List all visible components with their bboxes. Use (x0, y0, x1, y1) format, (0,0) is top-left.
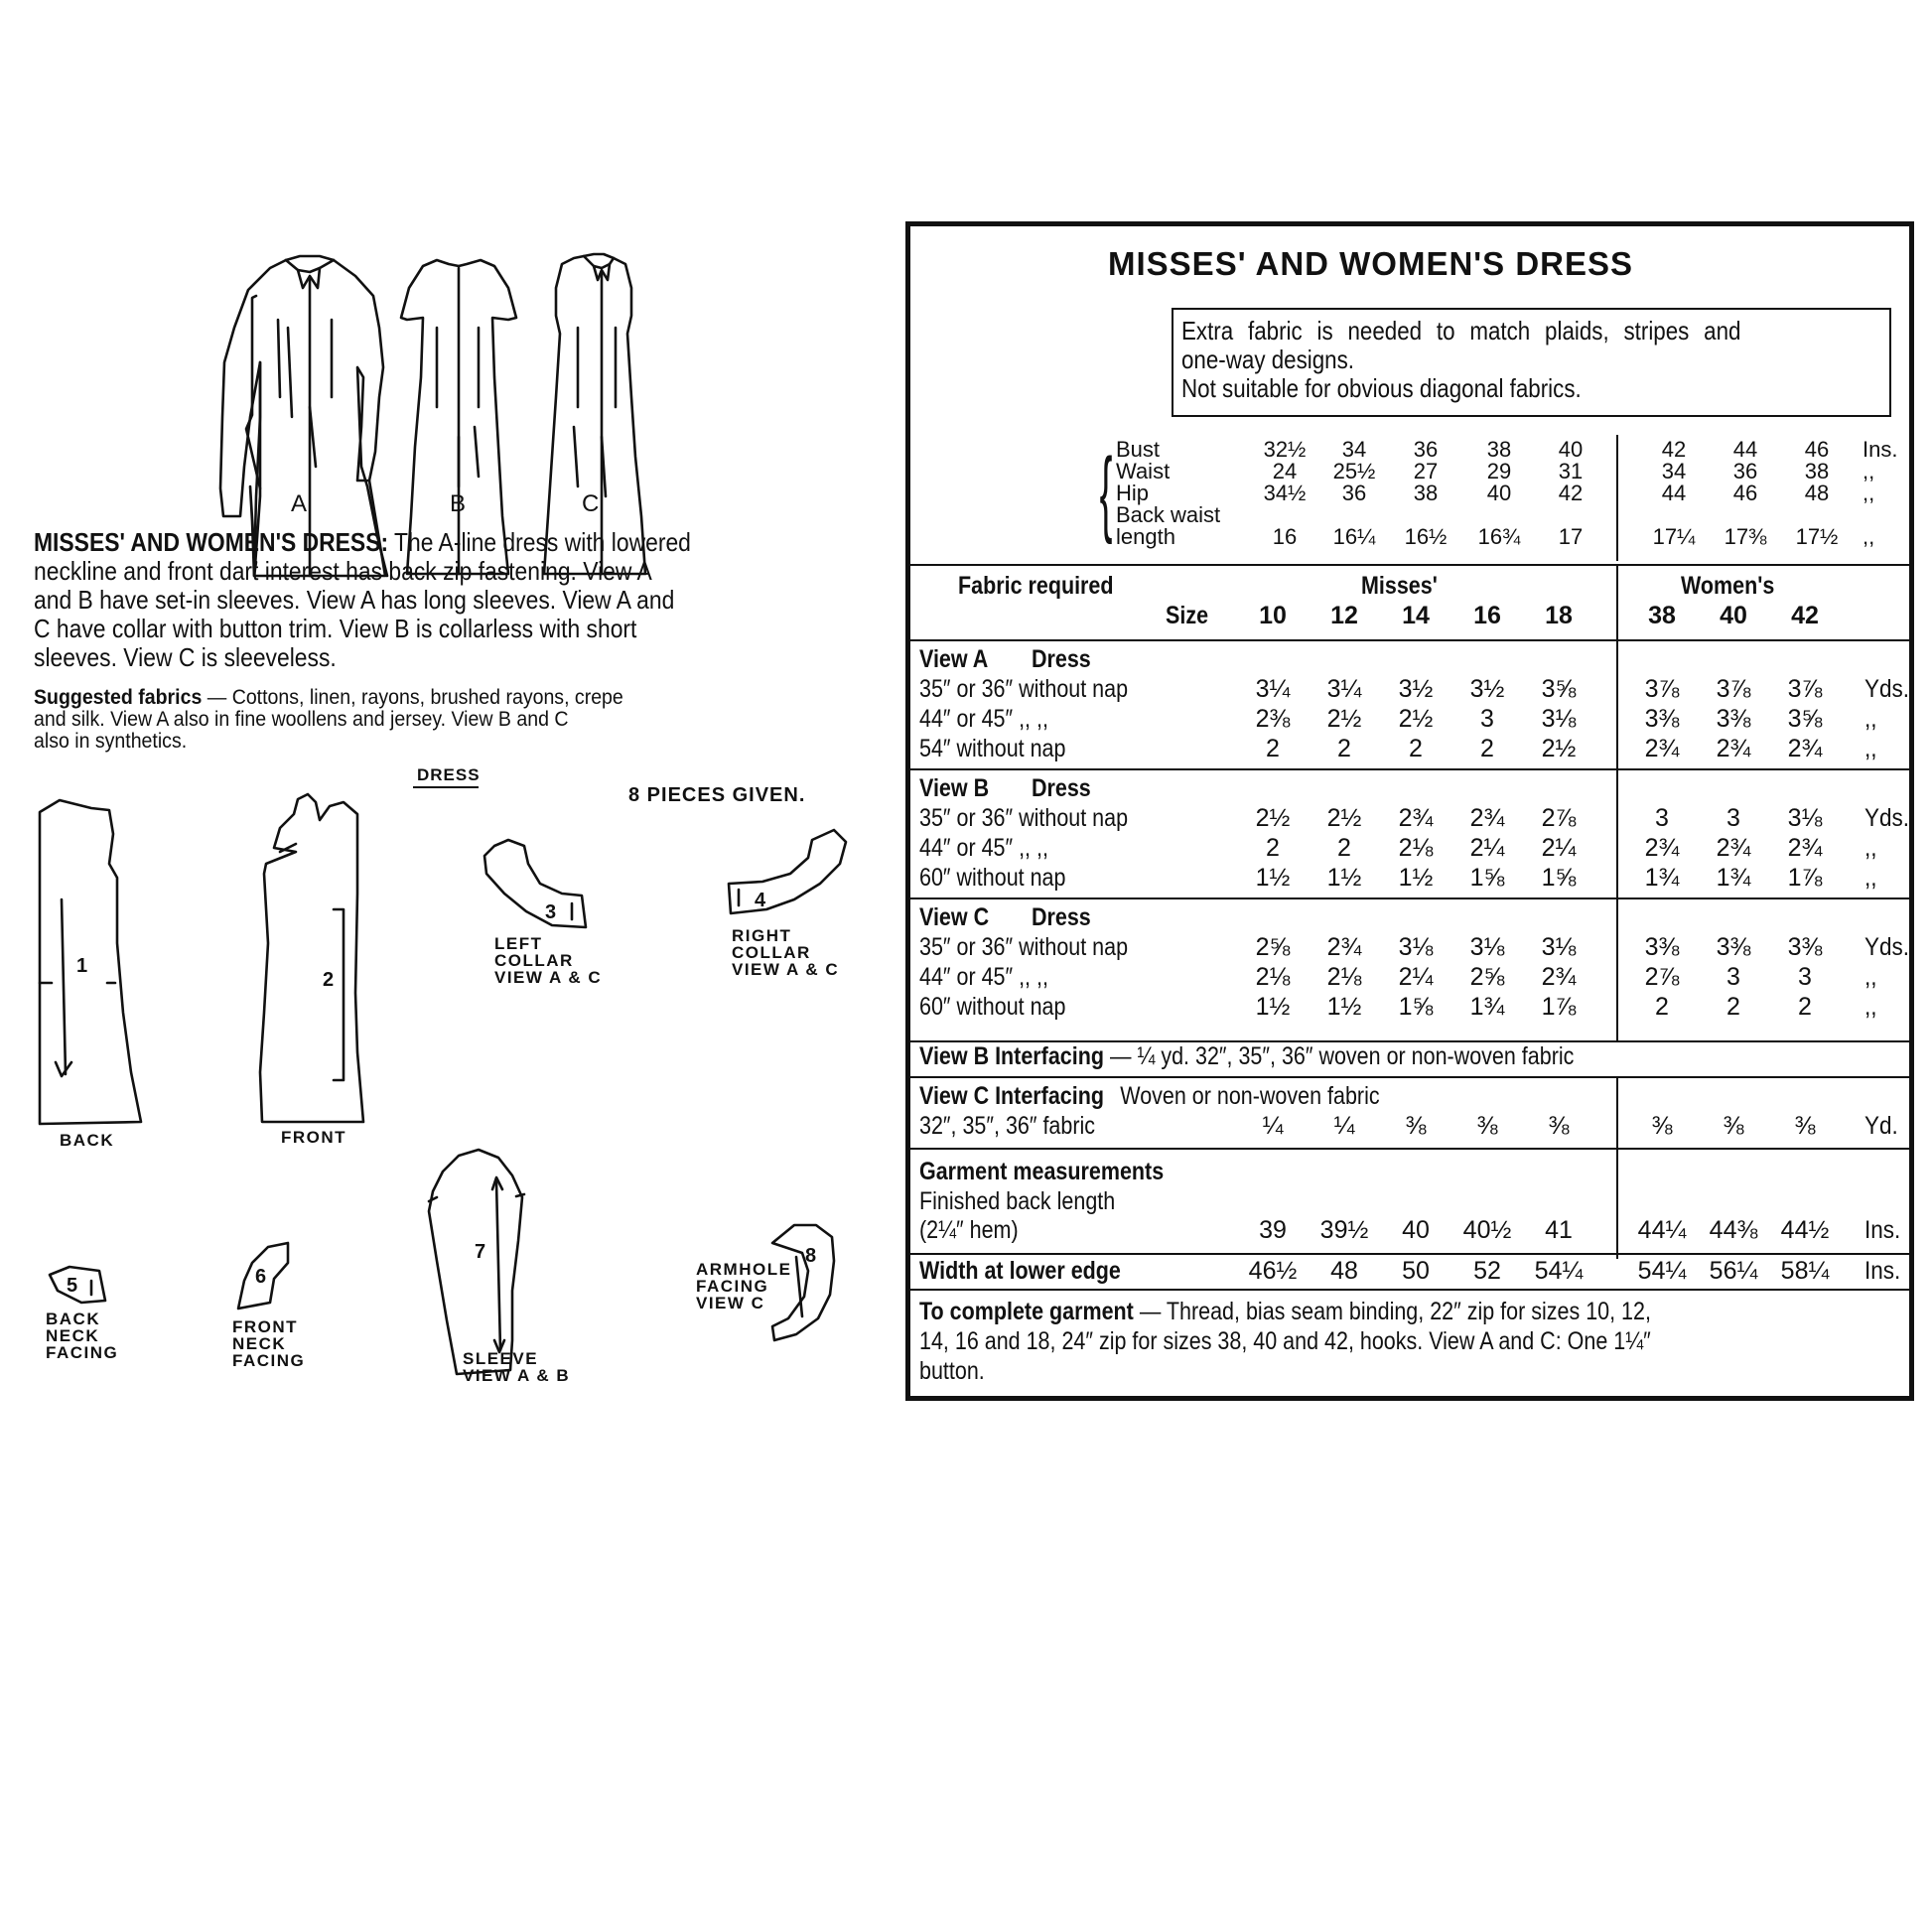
rule-2 (910, 639, 1909, 641)
misses-size: 16 (1473, 602, 1501, 629)
piece-number-1: 1 (76, 955, 88, 977)
women-value: 58¼ (1780, 1257, 1830, 1285)
women-yardage: 2 (1798, 993, 1812, 1021)
unit: Yds. (1864, 933, 1910, 961)
women-yardage: 2¾ (1787, 735, 1823, 762)
misses-yardage: 3¼ (1326, 675, 1362, 703)
misses-yardage: 2 (1409, 735, 1423, 762)
fabrics-line-1: — Cottons, linen, rayons, brushed rayons, crepe (207, 686, 623, 709)
women-yardage: 3⅛ (1787, 804, 1823, 832)
misses-yardage: 1⅞ (1541, 993, 1577, 1021)
unit: ,, (1864, 993, 1877, 1021)
misses-value: 40 (1402, 1216, 1430, 1244)
misses-yardage: 1½ (1326, 993, 1362, 1021)
rule-1 (910, 564, 1909, 566)
misses-value: ⅜ (1476, 1112, 1498, 1140)
unit: ,, (1864, 834, 1877, 862)
meas-women-value: 48 (1804, 481, 1830, 505)
women-yardage: 3⅜ (1716, 705, 1751, 733)
misses-yardage: 2⅛ (1255, 963, 1291, 991)
meas-label-length: length (1116, 524, 1175, 549)
garment-line-1: Finished back length (919, 1187, 1116, 1215)
women-yardage: 1¾ (1716, 864, 1751, 892)
meas-women-value: 44 (1661, 481, 1687, 505)
to-complete (919, 1297, 1651, 1386)
view-b-interfacing-text: — ¼ yd. 32″, 35″, 36″ woven or non-woven fabric (1109, 1042, 1575, 1070)
women-yardage: 2⅞ (1644, 963, 1680, 991)
women-yardage: 3 (1655, 804, 1669, 832)
meas-misses-value: 24 (1272, 459, 1298, 483)
misses-yardage: 2¾ (1398, 804, 1434, 832)
women-yardage: 3⅝ (1787, 705, 1823, 733)
complete-line-1: — Thread, bias seam binding, 22″ zip for sizes 10, 12, (1139, 1298, 1651, 1325)
misses-yardage: 1½ (1326, 864, 1362, 892)
misses-size: 12 (1330, 602, 1358, 629)
meas-women-value: 17½ (1795, 524, 1839, 549)
description-line-3: and B have set-in sleeves. View A has long sleeves. View A and (34, 585, 675, 615)
misses-yardage: 2 (1266, 735, 1280, 762)
women-value: 44⅜ (1709, 1216, 1758, 1244)
misses-value: 39½ (1319, 1216, 1369, 1244)
meas-label-hip: Hip (1116, 481, 1150, 505)
description-line-4: C have collar with button trim. View B is collarless with short (34, 614, 637, 643)
meas-misses-value: 16 (1272, 524, 1298, 549)
misses-yardage: 2¾ (1326, 933, 1362, 961)
unit: Ins. (1864, 1216, 1901, 1244)
misses-yardage: 2 (1480, 735, 1494, 762)
piece-label-sleeve: SLEEVE VIEW A & B (463, 1349, 571, 1385)
meas-women-value: 17¼ (1652, 524, 1696, 549)
pieces-given: 8 PIECES GIVEN. (628, 784, 806, 806)
description-line-2: neckline and front dart interest has back zip fastening. View A (34, 556, 652, 586)
meas-label-waist: Waist (1116, 459, 1171, 483)
misses-value: 46½ (1248, 1257, 1298, 1285)
row-label: 44″ or 45″ ,, ,, (919, 705, 1048, 733)
piece-label-back: BACK (60, 1131, 115, 1150)
misses-yardage: 1⅝ (1398, 993, 1434, 1021)
fabrics-line-3: also in synthetics. (34, 730, 188, 753)
note-line-2: one-way designs. (1181, 345, 1355, 374)
misses-value: ¼ (1333, 1112, 1355, 1140)
view-c-interfacing-label: 32″, 35″, 36″ fabric (919, 1112, 1096, 1140)
unit: Ins. (1864, 1257, 1901, 1285)
section-title: View C (919, 903, 990, 931)
view-b-interfacing (919, 1042, 1574, 1070)
misses-yardage: 2⅛ (1326, 963, 1362, 991)
meas-women-value: 44 (1732, 437, 1758, 462)
misses-yardage: 2 (1337, 834, 1351, 862)
misses-yardage: 3⅛ (1541, 933, 1577, 961)
meas-misses-value: 17 (1558, 524, 1584, 549)
misses-yardage: 2¼ (1398, 963, 1434, 991)
misses-yardage: 2⅝ (1255, 933, 1291, 961)
piece-label-armhole-facing: ARMHOLE FACING VIEW C (696, 1260, 792, 1312)
women-yardage: 2 (1726, 993, 1740, 1021)
section-title: View B (919, 774, 990, 802)
piece-label-left-collar: LEFT COLLAR VIEW A & C (494, 934, 603, 987)
pieces-heading: DRESS (417, 765, 481, 784)
section-subtitle: Dress (1032, 903, 1091, 931)
misses-yardage: 3½ (1398, 675, 1434, 703)
women-yardage: 2¾ (1716, 735, 1751, 762)
row-label: 44″ or 45″ ,, ,, (919, 834, 1048, 862)
women-value: ⅜ (1723, 1112, 1744, 1140)
women-yardage: 3⅜ (1644, 705, 1680, 733)
row-label: 35″ or 36″ without nap (919, 933, 1129, 961)
meas-misses-value: 29 (1486, 459, 1512, 483)
meas-misses-value: 16¾ (1477, 524, 1521, 549)
misses-value: 54¼ (1534, 1257, 1584, 1285)
complete-line-2: 14, 16 and 18, 24″ zip for sizes 38, 40 and 42, hooks. View A and C: One 1¼″ (919, 1327, 1651, 1355)
misses-yardage: 2½ (1326, 804, 1362, 832)
misses-yardage: 1⅝ (1469, 864, 1505, 892)
meas-unit: ,, (1863, 459, 1875, 483)
piece-number-6: 6 (255, 1266, 267, 1288)
misses-size: 18 (1545, 602, 1573, 629)
unit: Yds. (1864, 675, 1910, 703)
rule-interfacing-c-top (910, 1076, 1909, 1078)
section-title: View A (919, 645, 989, 673)
piece-label-front-neck-facing: FRONT NECK FACING (232, 1317, 306, 1370)
rule-width-top (910, 1253, 1909, 1255)
section-rule (910, 897, 1909, 899)
misses-yardage: 3½ (1469, 675, 1505, 703)
meas-unit: Ins. (1863, 437, 1898, 462)
women-value: ⅜ (1794, 1112, 1816, 1140)
meas-misses-value: 16½ (1404, 524, 1448, 549)
women-yardage: 3⅜ (1716, 933, 1751, 961)
chart-title: MISSES' AND WOMEN'S DRESS (1108, 245, 1634, 282)
piece-number-3: 3 (545, 901, 557, 923)
section-subtitle: Dress (1032, 645, 1091, 673)
misses-yardage: 1⅝ (1541, 864, 1577, 892)
women-yardage: 2¾ (1787, 834, 1823, 862)
meas-misses-value: 34 (1341, 437, 1367, 462)
description-title: MISSES' AND WOMEN'S DRESS: (34, 527, 389, 557)
section-subtitle: Dress (1032, 774, 1091, 802)
women-yardage: 1⅞ (1787, 864, 1823, 892)
misses-value: 48 (1330, 1257, 1358, 1285)
row-label: 60″ without nap (919, 864, 1066, 892)
unit: ,, (1864, 864, 1877, 892)
women-yardage: 3⅞ (1644, 675, 1680, 703)
misses-yardage: 3 (1480, 705, 1494, 733)
brace: { (1099, 439, 1113, 545)
misses-yardage: 2½ (1398, 705, 1434, 733)
meas-misses-value: 42 (1558, 481, 1584, 505)
misses-yardage: 2⅝ (1469, 963, 1505, 991)
women-yardage: 3⅞ (1787, 675, 1823, 703)
misses-yardage: 3¼ (1255, 675, 1291, 703)
rule-complete-top (910, 1289, 1909, 1291)
unit: Yds. (1864, 804, 1910, 832)
misses-yardage: 1¾ (1469, 993, 1505, 1021)
complete-title: To complete garment (919, 1298, 1134, 1325)
meas-women-value: 34 (1661, 459, 1687, 483)
meas-misses-value: 32½ (1263, 437, 1307, 462)
women-divider-2 (1616, 1076, 1618, 1259)
meas-label-bust: Bust (1116, 437, 1161, 462)
row-label: 60″ without nap (919, 993, 1066, 1021)
meas-misses-value: 40 (1558, 437, 1584, 462)
misses-yardage: 3⅛ (1469, 933, 1505, 961)
fabric-required-label: Fabric required (958, 572, 1114, 600)
misses-value: 41 (1545, 1216, 1573, 1244)
meas-misses-value: 25½ (1332, 459, 1376, 483)
misses-yardage: 2¾ (1469, 804, 1505, 832)
misses-label: Misses' (1361, 572, 1438, 600)
view-c-interfacing-text: Woven or non-woven fabric (1120, 1082, 1380, 1110)
women-yardage: 3 (1726, 804, 1740, 832)
misses-yardage: 2¾ (1541, 963, 1577, 991)
section-rule (910, 768, 1909, 770)
misses-yardage: 2½ (1326, 705, 1362, 733)
meas-women-value: 42 (1661, 437, 1687, 462)
women-yardage: 3⅞ (1716, 675, 1751, 703)
unit: Yd. (1864, 1112, 1898, 1140)
view-label-b: B (450, 490, 467, 517)
view-c-interfacing-title: View C Interfacing (919, 1082, 1104, 1110)
meas-misses-value: 27 (1413, 459, 1439, 483)
women-size: 38 (1648, 602, 1676, 629)
women-size: 42 (1791, 602, 1819, 629)
row-label: 44″ or 45″ ,, ,, (919, 963, 1048, 991)
women-yardage: 2¾ (1644, 834, 1680, 862)
garment-line-2: (2¼″ hem) (919, 1216, 1019, 1244)
piece-number-2: 2 (323, 969, 335, 991)
meas-misses-value: 34½ (1263, 481, 1307, 505)
misses-value: 50 (1402, 1257, 1430, 1285)
view-label-c: C (582, 490, 600, 517)
view-c-interfacing (919, 1082, 1380, 1110)
note-line-1: Extra fabric is needed to match plaids, stripes and (1181, 316, 1741, 345)
misses-value: ⅜ (1548, 1112, 1570, 1140)
description-line-1: The A-line dress with lowered (394, 527, 691, 557)
meas-women-value: 46 (1732, 481, 1758, 505)
meas-misses-value: 38 (1413, 481, 1439, 505)
unit: ,, (1864, 735, 1877, 762)
women-value: 44½ (1780, 1216, 1830, 1244)
row-label: 54″ without nap (919, 735, 1066, 762)
misses-yardage: 1½ (1398, 864, 1434, 892)
misses-yardage: 1½ (1255, 864, 1291, 892)
width-title: Width at lower edge (919, 1257, 1121, 1285)
piece-number-4: 4 (755, 890, 766, 911)
women-yardage: 3 (1798, 963, 1812, 991)
women-yardage: 2 (1655, 993, 1669, 1021)
meas-misses-value: 36 (1413, 437, 1439, 462)
women-value: 54¼ (1637, 1257, 1687, 1285)
description-line-5: sleeves. View C is sleeveless. (34, 642, 337, 672)
women-yardage: 1¾ (1644, 864, 1680, 892)
meas-misses-value: 36 (1341, 481, 1367, 505)
misses-yardage: 1½ (1255, 993, 1291, 1021)
row-label: 35″ or 36″ without nap (919, 675, 1129, 703)
meas-label-back-waist: Back waist (1116, 502, 1221, 527)
piece-number-8: 8 (805, 1245, 817, 1267)
garment-title: Garment measurements (919, 1158, 1165, 1185)
women-value: 56¼ (1709, 1257, 1758, 1285)
piece-label-front: FRONT (281, 1128, 347, 1147)
meas-misses-value: 40 (1486, 481, 1512, 505)
view-b-interfacing-title: View B Interfacing (919, 1042, 1104, 1070)
women-size: 40 (1720, 602, 1747, 629)
misses-size: 14 (1402, 602, 1430, 629)
misses-yardage: 3⅝ (1541, 675, 1577, 703)
meas-women-value: 36 (1732, 459, 1758, 483)
women-yardage: 3⅜ (1787, 933, 1823, 961)
misses-yardage: 2¼ (1469, 834, 1505, 862)
women-yardage: 2¾ (1644, 735, 1680, 762)
unit: ,, (1864, 705, 1877, 733)
row-label: 35″ or 36″ without nap (919, 804, 1129, 832)
piece-label-right-collar: RIGHT COLLAR VIEW A & C (732, 926, 840, 979)
meas-women-value: 17⅜ (1724, 524, 1767, 549)
misses-yardage: 2 (1337, 735, 1351, 762)
misses-yardage: 3⅛ (1398, 933, 1434, 961)
misses-value: 40½ (1462, 1216, 1512, 1244)
misses-value: 52 (1473, 1257, 1501, 1285)
women-value: ⅜ (1651, 1112, 1673, 1140)
fabrics-line-2: and silk. View A also in fine woollens and jersey. View B and C (34, 708, 569, 731)
misses-value: 39 (1259, 1216, 1287, 1244)
meas-misses-value: 31 (1558, 459, 1584, 483)
unit: ,, (1864, 963, 1877, 991)
view-label-a: A (291, 490, 308, 517)
misses-yardage: 3⅛ (1541, 705, 1577, 733)
misses-yardage: 2 (1266, 834, 1280, 862)
women-yardage: 3 (1726, 963, 1740, 991)
women-value: 44¼ (1637, 1216, 1687, 1244)
fabrics-title: Suggested fabrics (34, 686, 203, 709)
complete-line-3: button. (919, 1357, 985, 1385)
women-yardage: 3⅜ (1644, 933, 1680, 961)
rule-garment-top (910, 1148, 1909, 1150)
misses-yardage: 2⅛ (1398, 834, 1434, 862)
piece-number-5: 5 (67, 1275, 78, 1297)
meas-misses-value: 16¼ (1332, 524, 1376, 549)
meas-unit: ,, (1863, 524, 1875, 549)
size-label: Size (1166, 602, 1209, 629)
piece-label-back-neck-facing: BACK NECK FACING (46, 1310, 119, 1362)
misses-size: 10 (1259, 602, 1287, 629)
women-label: Women's (1681, 572, 1775, 600)
women-divider-1 (1616, 564, 1618, 1040)
note-line-3: Not suitable for obvious diagonal fabrics. (1181, 373, 1582, 403)
meas-unit: ,, (1863, 481, 1875, 505)
misses-yardage: 2¼ (1541, 834, 1577, 862)
misses-value: ¼ (1262, 1112, 1284, 1140)
meas-divider (1616, 435, 1618, 561)
misses-yardage: 2½ (1541, 735, 1577, 762)
meas-women-value: 38 (1804, 459, 1830, 483)
misses-yardage: 2⅜ (1255, 705, 1291, 733)
piece-number-7: 7 (475, 1241, 486, 1263)
misses-value: ⅜ (1405, 1112, 1427, 1140)
misses-yardage: 2⅞ (1541, 804, 1577, 832)
meas-women-value: 46 (1804, 437, 1830, 462)
chart-note (1181, 317, 1740, 403)
misses-yardage: 2½ (1255, 804, 1291, 832)
meas-misses-value: 38 (1486, 437, 1512, 462)
women-yardage: 2¾ (1716, 834, 1751, 862)
